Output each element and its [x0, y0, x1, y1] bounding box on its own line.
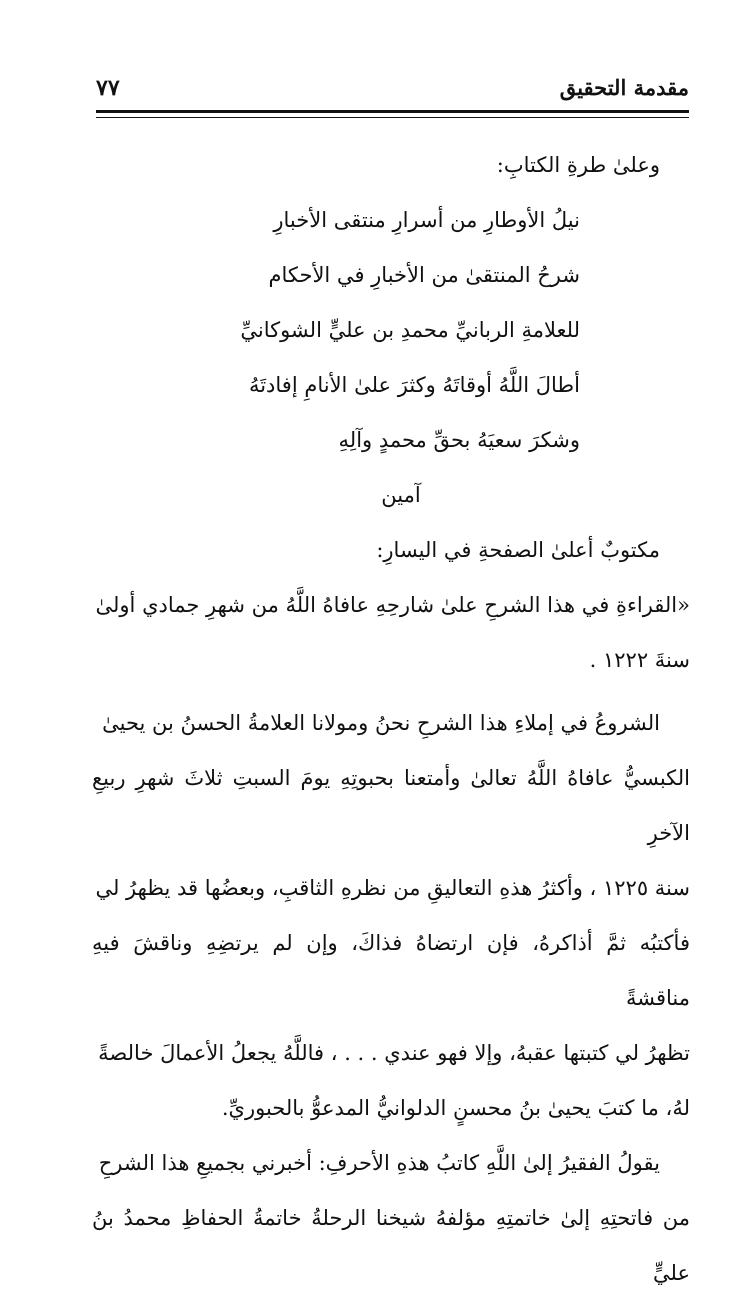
paragraph1-line-1: الشروعُ في إملاءِ هذا الشرحِ نحنُ ومولانا العلامةُ الحسنُ بن يحيىٰ: [102, 711, 660, 735]
quote-line-2: سنةَ ١٢٢٢ .: [589, 648, 690, 672]
paragraph1-line-3: سنة ١٢٢٥ ، وأكثرُ هذهِ التعاليقِ من نظرهِ الثاقبِ، وبعضُها قد يظهرُ لي: [95, 876, 690, 900]
title-line-5: وشكرَ سعيَهُ بحقِّ محمدٍ وآلِهِ: [338, 428, 580, 452]
paragraph1-line-5: تظهرُ لي كتبتها عقبهُ، وإلا فهو عندي . . . ، فاللَّهُ يجعلُ الأعمالَ خالصةً: [98, 1041, 690, 1065]
page-number: ٧٧: [96, 75, 120, 101]
paragraph1-line-2: الكبسيُّ عافاهُ اللَّهُ تعالىٰ وأمتعنا بحبوتِهِ يومَ السبتِ ثلاثَ شهرِ ربيعِ الآخرِ: [92, 766, 690, 845]
title-line-3: للعلامةِ الربانيِّ محمدِ بن عليٍّ الشوكانيِّ: [240, 318, 580, 342]
amen-line: آمين: [381, 483, 421, 507]
header-rule-thin: [96, 117, 689, 118]
header-rule-thick: [96, 110, 689, 113]
running-title: مقدمة التحقيق: [559, 75, 689, 100]
left-note-intro: مكتوبٌ أعلىٰ الصفحةِ في اليسارِ:: [376, 538, 660, 562]
title-line-1: نيلُ الأوطارِ من أسرارِ منتقى الأخبارِ: [273, 208, 580, 232]
page-body: [92, 138, 690, 1301]
title-line-4: أطالَ اللَّهُ أوقاتَهُ وكثرَ علىٰ الأنامِ إفادتَهُ: [248, 373, 580, 397]
paragraph1-line-4: فأكتبُه ثمَّ أذاكرهُ، فإن ارتضاهُ فذاكَ، وإن لم يرتضِهِ وناقشَ فيهِ مناقشةً: [92, 931, 690, 1010]
paragraph2-line-2: من فاتحتِهِ إلىٰ خاتمتِهِ مؤلفهُ شيخنا الرحلةُ خاتمةُ الحفاظِ محمدُ بنُ عليٍّ: [92, 1206, 690, 1285]
title-line-2: شرحُ المنتقىٰ من الأخبارِ في الأحكام: [268, 263, 580, 287]
intro-line: وعلىٰ طرةِ الكتابِ:: [496, 153, 660, 177]
paragraph2-line-1: يقولُ الفقيرُ إلىٰ اللَّهِ كاتبُ هذهِ الأحرفِ: أخبرني بجميعِ هذا الشرحِ: [98, 1151, 660, 1175]
page-header: [96, 68, 689, 108]
quote-line-1: «القراءةِ في هذا الشرحِ علىٰ شارحِهِ عافاهُ اللَّهُ من شهرِ جمادي أولىٰ: [95, 593, 690, 617]
paragraph1-line-6: لهُ، ما كتبَ يحيىٰ بنُ محسنٍ الدلوانيُّ المدعوُّ بالحبوريِّ.: [221, 1096, 690, 1120]
